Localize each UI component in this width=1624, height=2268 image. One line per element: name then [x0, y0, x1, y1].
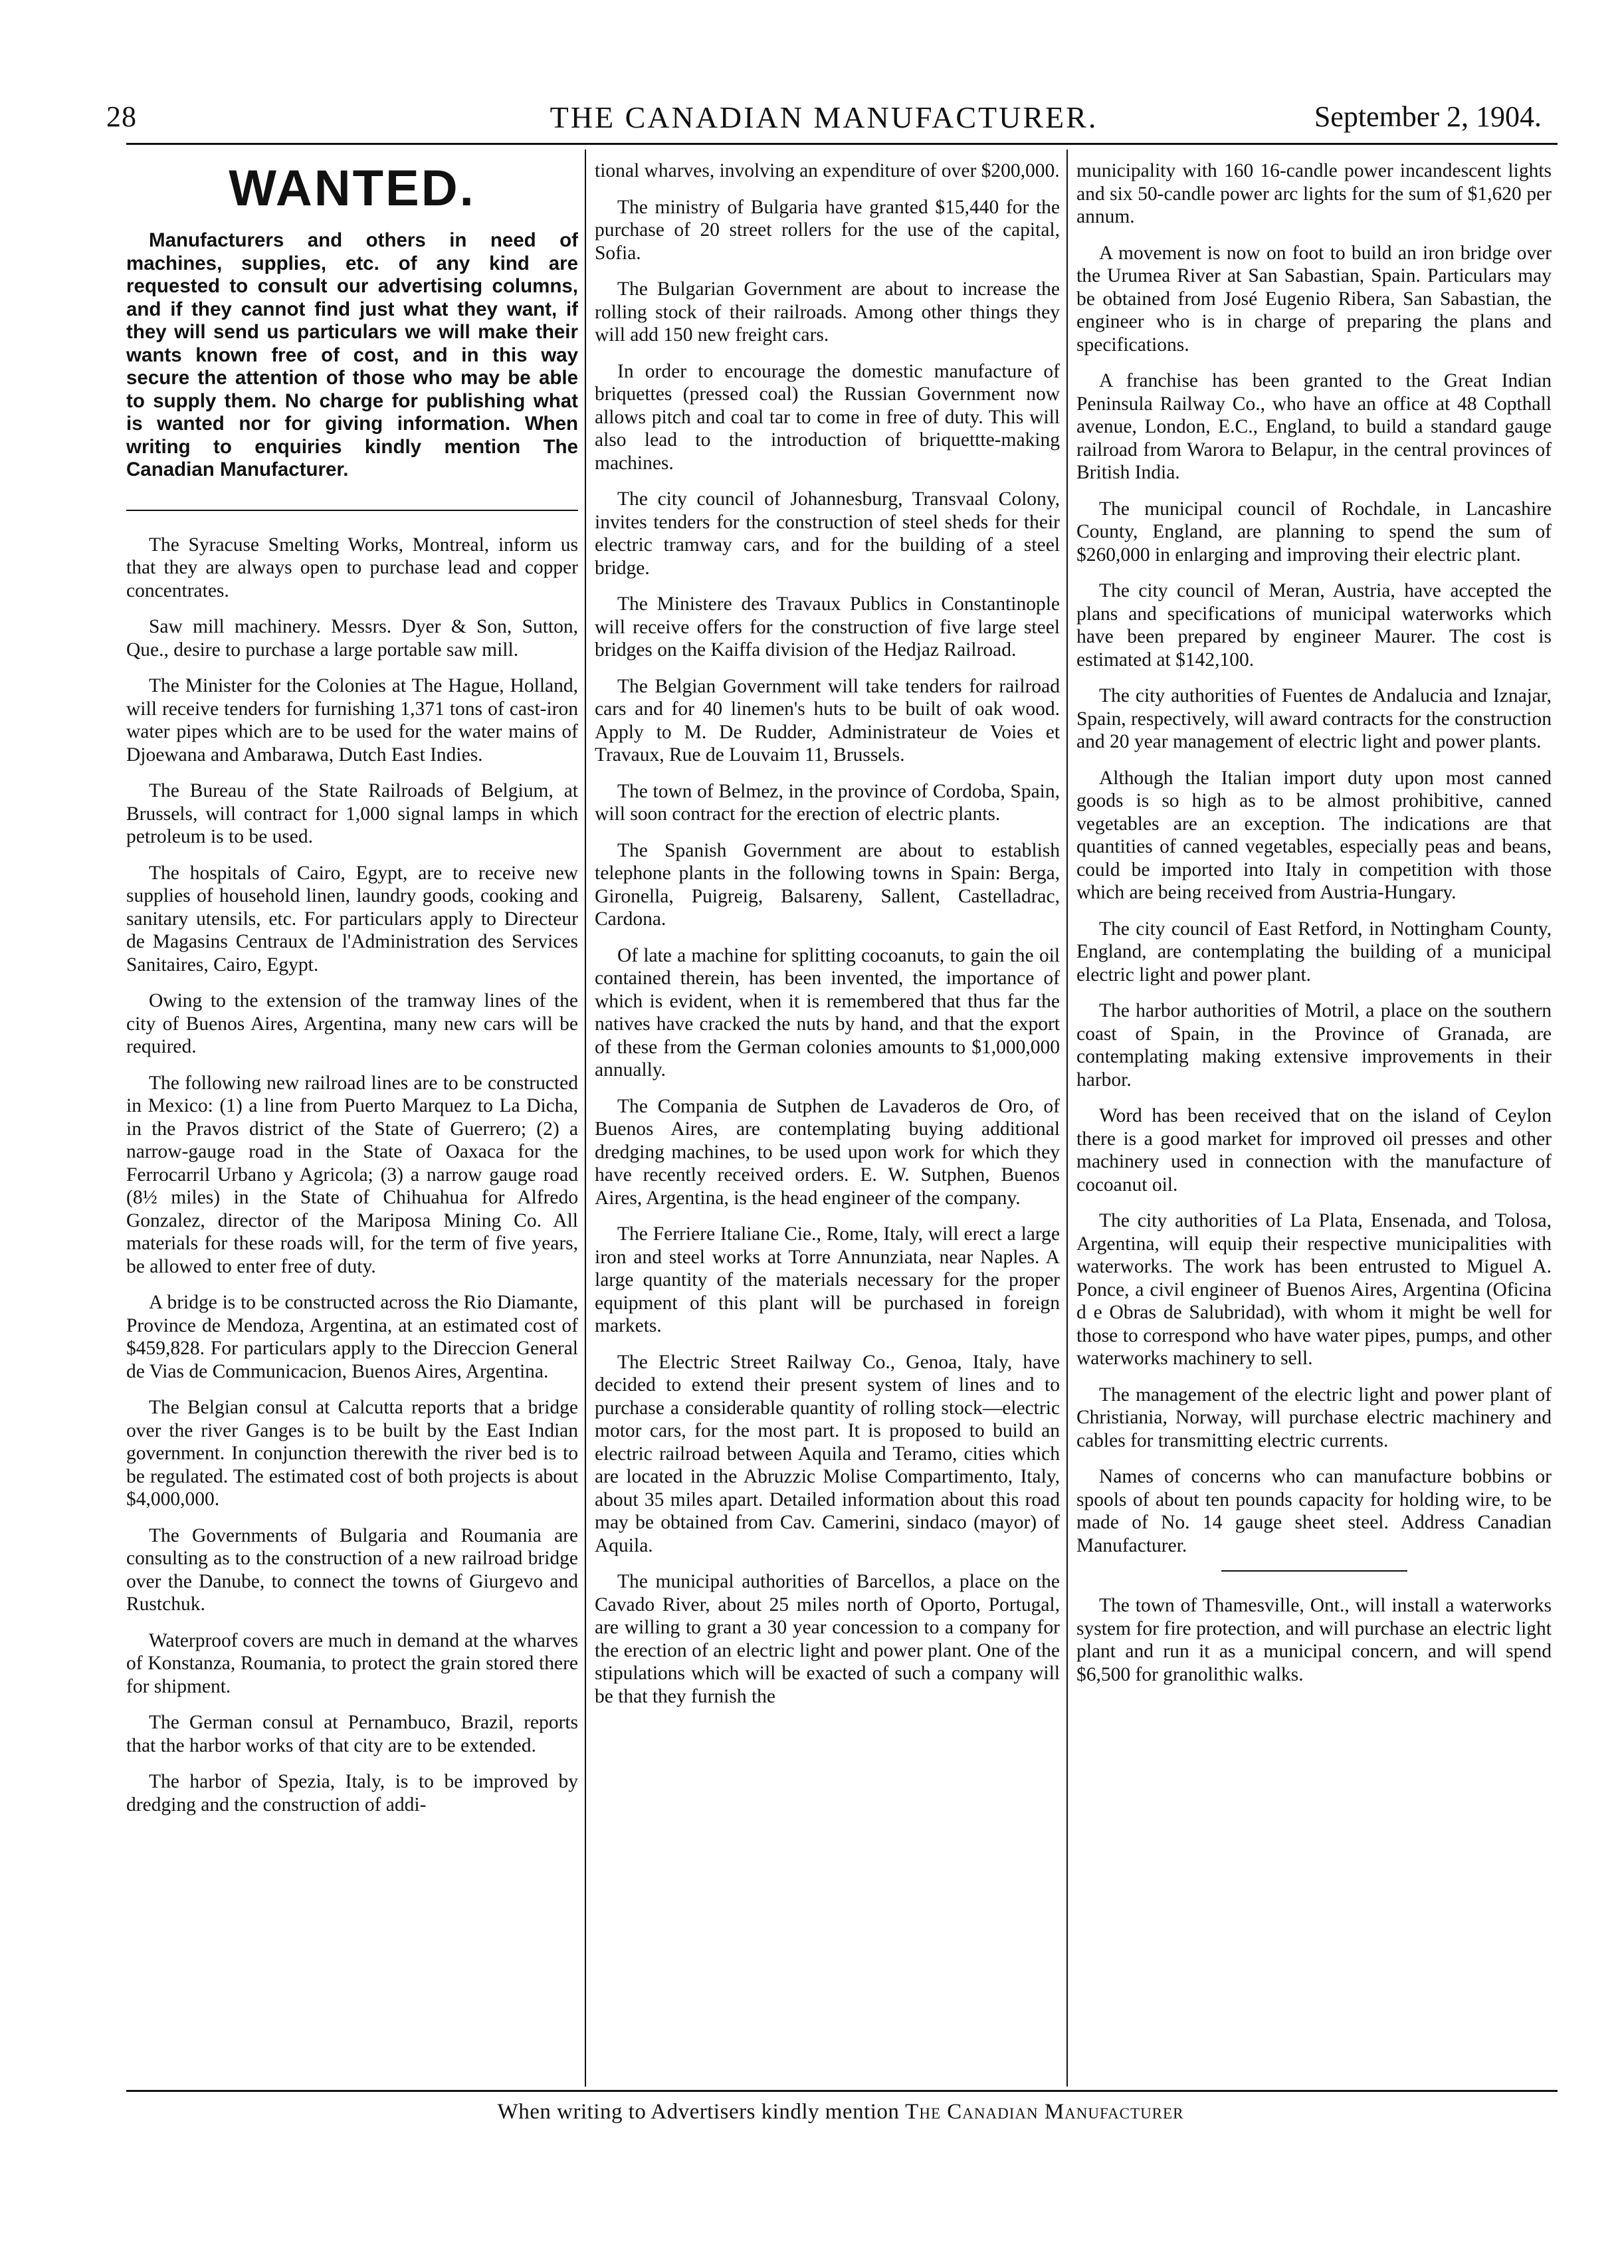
- column-divider: [585, 150, 586, 2087]
- article-paragraph: The harbor authorities of Motril, a place on the southern coast of Spain, in the Province of Granada, are contemplating making extensive improvements in their harbor.: [1076, 1000, 1552, 1090]
- article-paragraph: The hospitals of Cairo, Egypt, are to receive new supplies of household linen, laundry goods, cooking and sanitary utensils, etc. For particulars apply to Directeur de Magasins Centraux de l'Administration des Services Sanitaires, Cairo, Egypt.: [126, 862, 578, 976]
- issue-date: September 2, 1904.: [1314, 100, 1542, 133]
- article-paragraph: Owing to the extension of the tramway lines of the city of Buenos Aires, Argentina, many new cars will be required.: [126, 990, 578, 1057]
- article-paragraph: Of late a machine for splitting cocoanuts, to gain the oil contained therein, has been invented, the importance of which is evident, when it is remembered that thus far the natives have cracked the nuts by hand, and that the export of these from the German colonies amounts to $1,000,000 annually.: [595, 944, 1060, 1081]
- wanted-notice: [126, 159, 578, 511]
- column-2: [595, 159, 1060, 2083]
- article-paragraph: A movement is now on foot to build an iron bridge over the Urumea River at San Sabastian, Spain. Particulars may be obtained from José Eugenio Ribera, San Sabastian, the engineer who is in charge of preparing the plans and specifications.: [1076, 242, 1552, 356]
- column-3: [1076, 159, 1552, 2083]
- footer-rule: [126, 2090, 1558, 2092]
- article-paragraph: The municipal council of Rochdale, in Lancashire County, England, are planning to spend the sum of $260,000 in enlarging and improving their electric plant.: [1076, 498, 1552, 566]
- article-paragraph: The Bureau of the State Railroads of Belgium, at Brussels, will contract for 1,000 signal lamps in which petroleum is to be used.: [126, 780, 578, 847]
- article-paragraph: Word has been received that on the island of Ceylon there is a good market for improved oil presses and other machinery used in connection with the manufacture of cocoanut oil.: [1076, 1105, 1552, 1195]
- page-header: [106, 100, 1542, 146]
- article-paragraph: The municipal authorities of Barcellos, a place on the Cavado River, about 25 miles north of Oporto, Portugal, are willing to grant a 30 year concession to a company for the erection of an electric light and power plant. One of the stipulations which will be exacted of such a company will be that they furnish the: [595, 1571, 1060, 1707]
- column-divider: [1066, 150, 1068, 2087]
- article-paragraph: The Belgian Government will take tenders for railroad cars and for 40 linemen's huts to be built of oak wood. Apply to M. De Rudder, Administrateur de Voies et Travaux, Rue de Louvaim 11, Brussels.: [595, 675, 1060, 766]
- masthead-title: THE CANADIAN MANUFACTURER.: [550, 100, 1098, 134]
- article-paragraph: The city council of Johannesburg, Transvaal Colony, invites tenders for the construction of steel sheds for their electric tramway cars, and for the building of a steel bridge.: [595, 488, 1060, 579]
- article-paragraph: The town of Thamesville, Ont., will install a waterworks system for fire protection, and will purchase an electric light plant and run it as a municipal concern, and will spend $6,500 for granolithic walks.: [1076, 1595, 1552, 1685]
- article-paragraph: municipality with 160 16-candle power incandescent lights and six 50-candle power arc lights for the sum of $1,620 per annum.: [1076, 160, 1552, 227]
- article-paragraph: The Spanish Government are about to establish telephone plants in the following towns in Spain: Berga, Gironella, Puigreig, Balsareny, Sallent, Castelladrac, Cardona.: [595, 839, 1060, 930]
- article-paragraph: The Electric Street Railway Co., Genoa, Italy, have decided to extend their present system of lines and to purchase a considerable quantity of rolling stock—electric motor cars, for the most part. It is proposed to build an electric railroad between Aquila and Teramo, cities which are located in the Abruzzic Molise Compartimento, Italy, about 35 miles apart. Detailed information about this road may be obtained from Cav. Camerini, sindaco (mayor) of Aquila.: [595, 1351, 1060, 1556]
- article-paragraph: The city council of Meran, Austria, have accepted the plans and specifications of municipal waterworks which have been prepared by engineer Maurer. The cost is estimated at $142,100.: [1076, 580, 1552, 670]
- column-3-articles: [1076, 159, 1552, 1557]
- article-paragraph: The Bulgarian Government are about to increase the rolling stock of their railroads. Among other things they will add 150 new freight cars.: [595, 278, 1060, 346]
- column-1-articles: [126, 534, 578, 1817]
- article-paragraph: The Ferriere Italiane Cie., Rome, Italy, will erect a large iron and steel works at Torre Annunziata, near Naples. A large quantity of the materials necessary for the proper equipment of this plant will be purchased in foreign markets.: [595, 1223, 1060, 1336]
- column-3-final-article: [1076, 1594, 1552, 1686]
- page-number: 28: [106, 100, 137, 133]
- column-2-articles: [595, 159, 1060, 1708]
- footer-publication: The Canadian Manufacturer: [905, 2100, 1184, 2124]
- wanted-title: WANTED.: [229, 160, 476, 217]
- article-paragraph: The city authorities of Fuentes de Andalucia and Iznajar, Spain, respectively, will award contracts for the construction and 20 year management of electric light and power plants.: [1076, 685, 1552, 752]
- article-paragraph: The Governments of Bulgaria and Roumania are consulting as to the construction of a new railroad bridge over the Danube, to connect the towns of Giurgevo and Rustchuk.: [126, 1524, 578, 1615]
- article-paragraph: Saw mill machinery. Messrs. Dyer & Son, Sutton, Que., desire to purchase a large portable saw mill.: [126, 616, 578, 661]
- footer-text: When writing to Advertisers kindly mention: [497, 2100, 906, 2124]
- article-paragraph: The following new railroad lines are to be constructed in Mexico: (1) a line from Puerto Marquez to La Dicha, in the Pravos district of the State of Guerrero; (2) a narrow-gauge road in the State of Oaxaca for the Ferrocarril Urbano y Agricola; (3) a narrow gauge road (8½ miles) in the State of Chihuahua for Alfredo Gonzalez, director of the Mariposa Mining Co. All materials for these roads will, for the term of five years, be allowed to enter free of duty.: [126, 1072, 578, 1277]
- article-paragraph: The city authorities of La Plata, Ensenada, and Tolosa, Argentina, will equip their respective municipalities with waterworks. The work has been entrusted to Miguel A. Ponce, a civil engineer of Buenos Aires, Argentina (Oficina d e Obras de Salubridad), with whom it might be well for those to correspond who have water pipes, pumps, and other waterworks machinery to sell.: [1076, 1210, 1552, 1369]
- column-1: [126, 159, 578, 2083]
- article-paragraph: Names of concerns who can manufacture bobbins or spools of about ten pounds capacity for holding wire, to be made of No. 14 gauge sheet steel. Address Canadian Manufacturer.: [1076, 1466, 1552, 1556]
- wanted-text: Manufacturers and others in need of machines, supplies, etc. of any kind are requested to consult our advertising columns, and if they cannot find just what they want, if they will send us particulars we will make their wants known free of cost, and in this way secure the attention of those who may be able to supply them. No charge for publishing what is wanted nor for giving information. When writing to enquiries kindly mention The Canadian Manufacturer.: [126, 229, 578, 480]
- article-paragraph: A franchise has been granted to the Great Indian Peninsula Railway Co., who have an office at 48 Copthall avenue, London, E.C., England, to build a standard gauge railroad from Warora to Belapur, in the central provinces of British India.: [1076, 370, 1552, 483]
- article-paragraph: Although the Italian import duty upon most canned goods is so high as to be almost prohibitive, canned vegetables are an exception. The indications are that quantities of canned vegetables, especially peas and beans, could be imported into Italy in competition with those which are being received from Austria-Hungary.: [1076, 767, 1552, 903]
- article-paragraph: The Belgian consul at Calcutta reports that a bridge over the river Ganges is to be built by the East Indian government. In conjunction therewith the river bed is to be regulated. The estimated cost of both projects is about $4,000,000.: [126, 1397, 578, 1510]
- article-paragraph: The management of the electric light and power plant of Christiania, Norway, will purchase electric machinery and cables for transmitting electric currents.: [1076, 1384, 1552, 1451]
- article-paragraph: In order to encourage the domestic manufacture of briquettes (pressed coal) the Russian Government now allows pitch and coal tar to come in free of duty. This will also lead to the introduction of briquettte-making machines.: [595, 360, 1060, 474]
- article-paragraph: The Minister for the Colonies at The Hague, Holland, will receive tenders for furnishing 1,371 tons of cast-iron water pipes which are to be used for the water mains of Djoewana and Ambarawa, Dutch East Indies.: [126, 675, 578, 766]
- page-footer: [126, 2100, 1555, 2124]
- article-paragraph: tional wharves, involving an expenditure of over $200,000.: [595, 160, 1060, 181]
- article-paragraph: Waterproof covers are much in demand at the wharves of Konstanza, Roumania, to protect the grain stored there for shipment.: [126, 1629, 578, 1697]
- header-rule: [126, 143, 1558, 145]
- article-paragraph: The Compania de Sutphen de Lavaderos de Oro, of Buenos Aires, are contemplating buying additional dredging machines, to be used upon work for which they have recently received orders. E. W. Sutphen, Buenos Aires, Argentina, is the head engineer of the company.: [595, 1095, 1060, 1209]
- article-paragraph: The ministry of Bulgaria have granted $15,440 for the purchase of 20 street rollers for the use of the capital, Sofia.: [595, 196, 1060, 264]
- article-paragraph: The Syracuse Smelting Works, Montreal, inform us that they are always open to purchase lead and copper concentrates.: [126, 534, 578, 601]
- article-paragraph: The Ministere des Travaux Publics in Constantinople will receive offers for the construction of five large steel bridges on the Kaiffa division of the Hedjaz Railroad.: [595, 593, 1060, 661]
- article-paragraph: The harbor of Spezia, Italy, is to be improved by dredging and the construction of addi-: [126, 1771, 578, 1815]
- article-paragraph: The city council of East Retford, in Nottingham County, England, are contemplating the building of a municipal electric light and power plant.: [1076, 918, 1552, 985]
- article-paragraph: A bridge is to be constructed across the Rio Diamante, Province de Mendoza, Argentina, at an estimated cost of $459,828. For particulars apply to the Direccion General de Vias de Communicacion, Buenos Aires, Argentina.: [126, 1292, 578, 1382]
- article-paragraph: The German consul at Pernambuco, Brazil, reports that the harbor works of that city are to be extended.: [126, 1712, 578, 1756]
- article-paragraph: The town of Belmez, in the province of Cordoba, Spain, will soon contract for the erection of electric plants.: [595, 780, 1060, 825]
- section-rule: [1221, 1570, 1407, 1572]
